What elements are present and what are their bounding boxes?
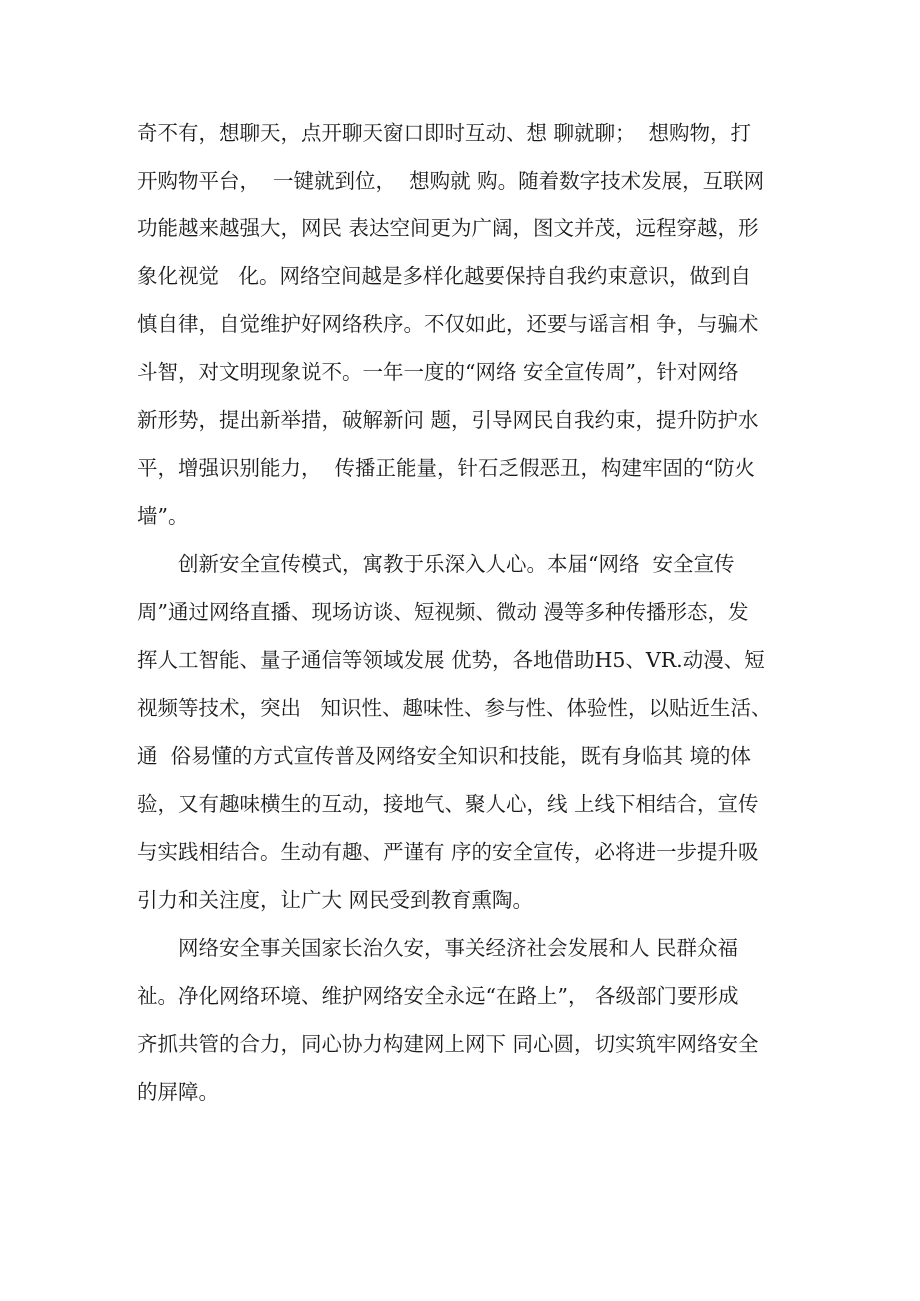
paragraph-2-line-5: 通 俗易懂的方式宣传普及网络安全知识和技能，既有身临其 境的体: [137, 744, 752, 768]
paragraph-1-line-2: 开购物平台， 一键就到位， 想购就 购。随着数字技术发展，互联网: [137, 169, 765, 193]
paragraph-1-line-3: 功能越来越强大，网民 表达空间更为广阔，图文并茂，远程穿越，形: [137, 216, 759, 240]
paragraph-2-line-8: 引力和关注度，让广大 网民受到教育熏陶。: [137, 888, 534, 912]
paragraph-1-line-4: 象化视觉 化。网络空间越是多样化越要保持自我约束意识，做到自: [137, 264, 752, 288]
paragraph-2-line-3: 挥人工智能、量子通信等领域发展 优势，各地借助H5、VR.动漫、短: [137, 648, 765, 672]
paragraph-1-line-8: 平，增强识别能力， 传播正能量，针石乏假恶丑，构建牢固的“防火: [137, 456, 756, 480]
paragraph-2-line-4: 视频等技术，突出 知识性、趣味性、参与性、体验性，以贴近生活、: [137, 696, 772, 720]
paragraph-1-line-1: 奇不有，想聊天，点开聊天窗口即时互动、想 聊就聊； 想购物，打: [137, 121, 752, 145]
paragraph-3-line-3: 齐抓共管的合力，同心协力构建网上网下 同心圆，切实筑牢网络安全: [137, 1032, 759, 1056]
paragraph-2-line-1: 创新安全宣传模式，寓教于乐深入人心。本届“网络 安全宣传: [178, 552, 735, 576]
paragraph-2-line-6: 验，又有趣味横生的互动，接地气、聚人心，线 上线下相结合，宣传: [137, 792, 759, 816]
paragraph-3-line-4: 的屏障。: [137, 1080, 219, 1104]
paragraph-1-line-7: 新形势，提出新举措，破解新问 题，引导网民自我约束，提升防护水: [137, 408, 759, 432]
paragraph-1-line-6: 斗智，对文明现象说不。一年一度的“网络 安全宣传周”，针对网络: [137, 360, 739, 384]
paragraph-2-line-2: 周”通过网络直播、现场访谈、短视频、微动 漫等多种传播形态，发: [137, 600, 749, 624]
paragraph-1-line-5: 慎自律，自觉维护好网络秩序。不仅如此，还要与谣言相 争，与骗术: [137, 312, 759, 336]
paragraph-1-line-9: 墙”。: [137, 504, 189, 528]
paragraph-2-line-7: 与实践相结合。生动有趣、严谨有 序的安全宣传，必将进一步提升吸: [137, 840, 759, 864]
paragraph-3-line-2: 祉。净化网络环境、维护网络安全永远“在路上”， 各级部门要形成: [137, 984, 739, 1008]
paragraph-3-line-1: 网络安全事关国家长治久安，事关经济社会发展和人 民群众福: [178, 936, 739, 960]
